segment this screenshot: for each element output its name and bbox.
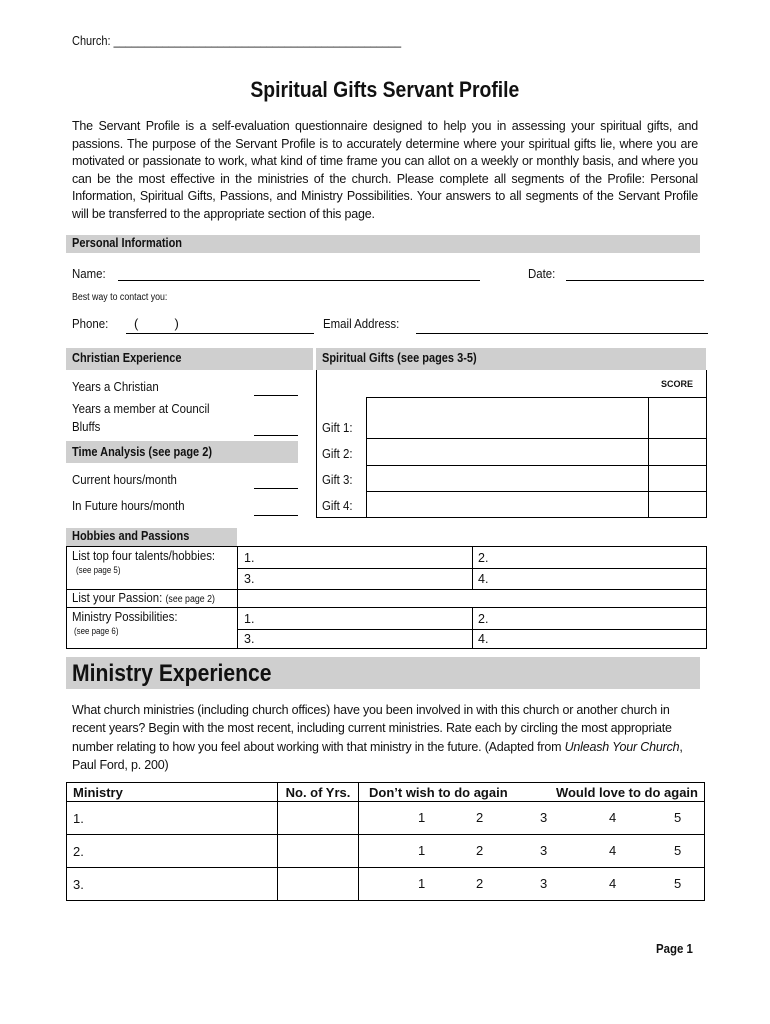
email-label: Email Address: [323, 316, 400, 331]
ministry-row-1-label[interactable]: 1. [67, 802, 278, 835]
gift-1-label: Gift 1: [322, 420, 353, 435]
score-label: SCORE [661, 379, 694, 389]
page-title: Spiritual Gifts Servant Profile [250, 77, 520, 102]
col-ministry: Ministry [67, 783, 278, 802]
intro-paragraph: The Servant Profile is a self-evaluation questionnaire designed to help you in assessing your spiritual gifts, and passions. The purpose of the Servant Profile is to accurately determine where your spiritual gifts lie, where you are motivated or passionate to work, what kind of time frame you can allot on a weekly or monthly basis, and where you can be the most effective in the ministries of the church. Please complete all segments of the Profile: Personal Information, Spiritual Gifts, Passions, and Ministry Possibilities. Your answers to all segments of the Servant Profile will be transferred to the appropriate section of this page. [72, 119, 698, 221]
date-label: Date: [528, 266, 556, 281]
gift-1-score[interactable] [649, 398, 706, 438]
ministry-row-2-label[interactable]: 2. [67, 835, 278, 868]
phone-paren: ( ) [134, 316, 179, 331]
gift-3-label: Gift 3: [322, 472, 353, 487]
passion-label: List your Passion: (see page 2) [72, 590, 215, 605]
rating-4[interactable]: 4 [609, 876, 617, 891]
hobbies-header: Hobbies and Passions [66, 528, 237, 546]
rating-5[interactable]: 5 [674, 843, 682, 858]
table-row [67, 802, 705, 835]
rating-2[interactable]: 2 [476, 876, 484, 891]
rating-2[interactable]: 2 [476, 810, 484, 825]
talent-4[interactable]: 4. [478, 572, 489, 586]
ministry-note: (see page 6) [74, 626, 119, 636]
gift-2-label: Gift 2: [322, 446, 353, 461]
years-christian-field[interactable] [254, 395, 298, 396]
date-field[interactable] [566, 280, 704, 281]
talent-3[interactable]: 3. [244, 572, 255, 586]
ministry-possibilities-label: Ministry Possibilities: [72, 609, 178, 624]
col-years: No. of Yrs. [278, 783, 359, 802]
possibility-2[interactable]: 2. [478, 612, 489, 626]
talents-label: List top four talents/hobbies: [72, 548, 216, 563]
current-hours-label: Current hours/month [72, 472, 177, 487]
current-hours-field[interactable] [254, 488, 298, 489]
rating-1[interactable]: 1 [418, 876, 426, 891]
email-field[interactable] [416, 333, 708, 334]
name-field[interactable] [118, 280, 480, 281]
ministry-row-2-years[interactable] [278, 835, 359, 868]
rating-5[interactable]: 5 [674, 810, 682, 825]
col-dont-wish: Don’t wish to do again [359, 783, 532, 802]
ministry-row-1-years[interactable] [278, 802, 359, 835]
table-row [67, 868, 705, 901]
talents-note: (see page 5) [76, 565, 121, 575]
possibility-3[interactable]: 3. [244, 632, 255, 646]
rating-2[interactable]: 2 [476, 843, 484, 858]
ministry-row-3-label[interactable]: 3. [67, 868, 278, 901]
years-member-field[interactable] [254, 435, 298, 436]
ministry-row-3-years[interactable] [278, 868, 359, 901]
years-christian-label: Years a Christian [72, 379, 159, 394]
phone-label: Phone: [72, 316, 109, 331]
phone-field[interactable] [126, 333, 314, 334]
page-number: Page 1 [656, 941, 693, 956]
ministry-intro: What church ministries (including church offices) have you been involved in with this church or another church in recent years? Begin with the most recent, including current ministries. Rate each by circling the most appropriate number relating to how you feel about working with that ministry in the future. (Adapted from Unleash Your Church, Paul Ford, p. 200) [72, 703, 683, 772]
future-hours-field[interactable] [254, 515, 298, 516]
rating-3[interactable]: 3 [540, 810, 548, 825]
gift-4-label: Gift 4: [322, 498, 353, 513]
talent-1[interactable]: 1. [244, 551, 255, 565]
talent-2[interactable]: 2. [478, 551, 489, 565]
possibility-1[interactable]: 1. [244, 612, 255, 626]
rating-5[interactable]: 5 [674, 876, 682, 891]
years-member-label-2: Bluffs [72, 419, 101, 434]
church-label: Church: _______________________________________________ [72, 34, 402, 48]
possibility-4[interactable]: 4. [478, 632, 489, 646]
ministry-table [66, 782, 705, 901]
col-love: Would love to do again [532, 783, 705, 802]
rating-3[interactable]: 3 [540, 876, 548, 891]
future-hours-label: In Future hours/month [72, 498, 185, 513]
table-row [67, 835, 705, 868]
personal-info-header: Personal Information [66, 235, 700, 253]
time-analysis-header: Time Analysis (see page 2) [66, 441, 298, 463]
rating-1[interactable]: 1 [418, 843, 426, 858]
gift-1-field[interactable] [367, 398, 648, 438]
years-member-label-1: Years a member at Council [72, 401, 210, 416]
rating-1[interactable]: 1 [418, 810, 426, 825]
passion-note: (see page 2) [165, 594, 215, 605]
spiritual-gifts-header: Spiritual Gifts (see pages 3-5) [316, 348, 706, 370]
ministry-experience-header: Ministry Experience [66, 657, 700, 689]
christian-experience-header: Christian Experience [66, 348, 313, 370]
rating-4[interactable]: 4 [609, 843, 617, 858]
rating-3[interactable]: 3 [540, 843, 548, 858]
rating-4[interactable]: 4 [609, 810, 617, 825]
contact-label: Best way to contact you: [72, 292, 168, 303]
name-label: Name: [72, 266, 106, 281]
